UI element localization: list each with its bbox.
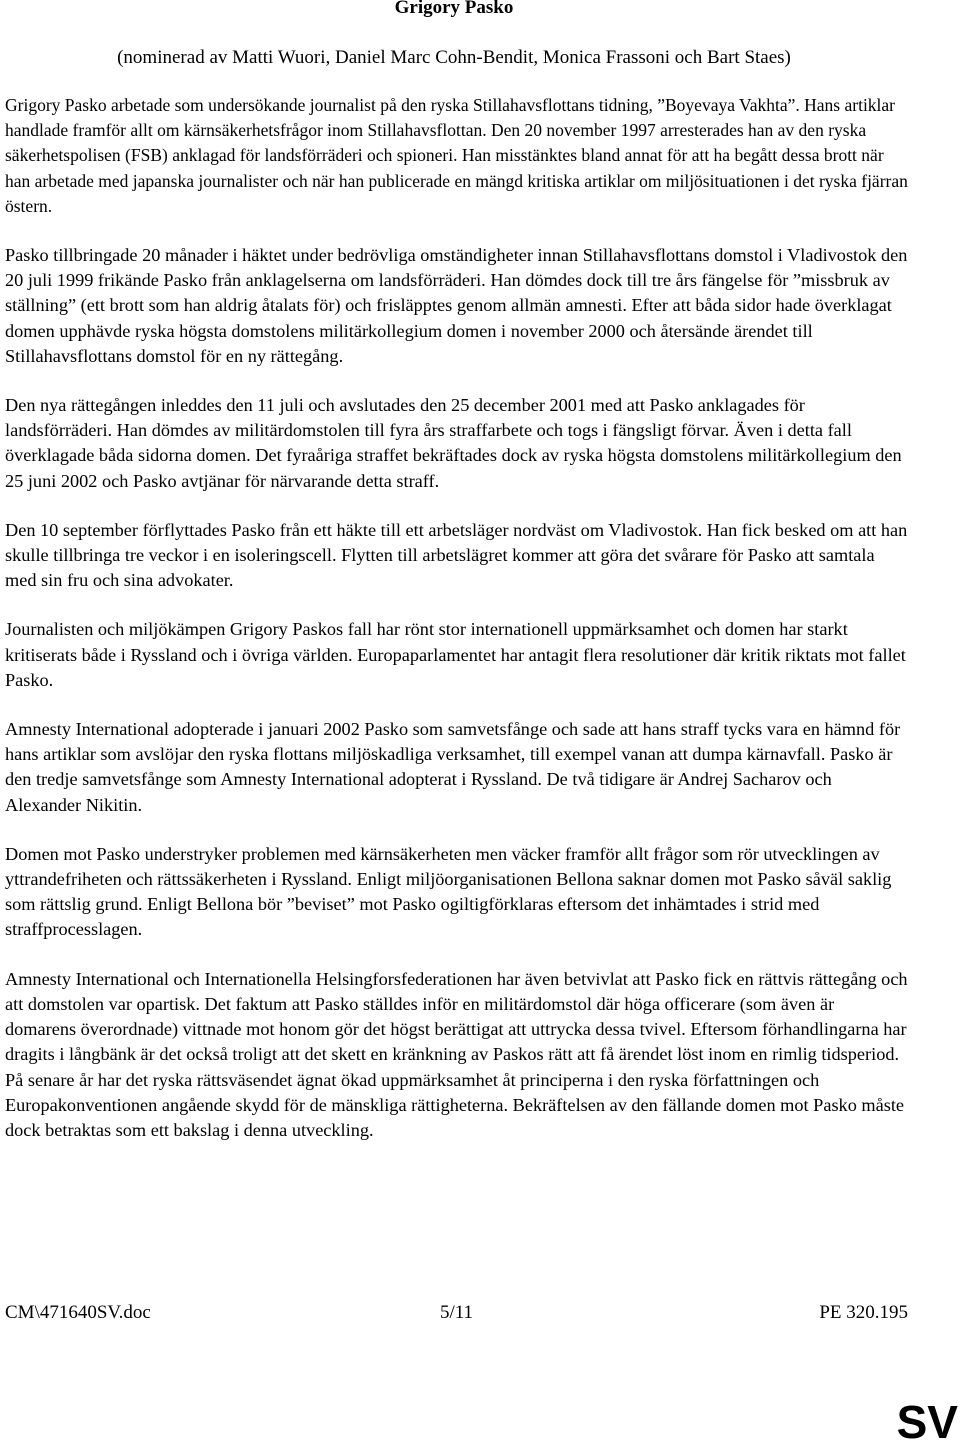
paragraph-1: Grigory Pasko arbetade som undersökande journalist på den ryska Stillahavsflottans tidning, ”Boyevaya Vakhta”. Hans artiklar handlade framför allt om kärnsäkerhetsfrågor inom Stillahavsflottan. Den 20 november 1997 arresterades han av den ryska säkerhetspolisen (FSB) anklagad för landsförräderi och spioneri. Han misstänktes bland annat för att ha begått dessa brott när han arbetade med japanska journalister och när han publicerade en mängd kritiska artiklar om miljösituationen i det ryska fjärran östern. — [5, 95, 908, 216]
footer-pe-number: PE 320.195 — [819, 1302, 908, 1323]
language-code: SV — [896, 1396, 958, 1448]
paragraph-6: Amnesty International adopterade i januari 2002 Pasko som samvetsfånge och sade att hans straff tycks vara en hämnd för hans artiklar som avslöjar den ryska flottans miljöskadliga verksamhet, till exempel vanan att dumpa kärnavfall. Pasko är den tredje samvetsfånge som Amnesty International adopterat i Ryssland. De två tidigare är Andrej Sacharov och Alexander Nikitin. — [5, 719, 901, 815]
document-title: Grigory Pasko — [394, 0, 514, 18]
paragraph-8: Amnesty International och Internationella Helsingforsfederationen har även betvivlat att Pasko fick en rättvis rättegång och att domstolen var opartisk. Det faktum att Pasko ställdes inför en militärdomstol där höga officerare (som även är domarens överordnade) vittnade mot honom gör det högst berättigat att uttrycka dessa tvivel. Eftersom förhandlingarna har dragits i långbänk är det också troligt att det skett en kränkning av Paskos rätt att få ärendet löst inom en rimlig tidsperiod. På senare år har det ryska rättsväsendet ägnat ökad uppmärksamhet åt principerna i den ryska författningen och Europakonventionen angående skydd för de mänskliga rättigheterna. Bekräftelsen av den fällande domen mot Pasko måste dock betraktas som ett bakslag i denna utveckling. — [5, 968, 908, 1140]
document-body — [5, 93, 908, 1167]
paragraph-3: Den nya rättegången inleddes den 11 juli och avslutades den 25 december 2001 med att Pasko anklagades för landsförräderi. Han dömdes av militärdomstolen till fyra års straffarbete och togs i fängsligt förvar. Även i detta fall överklagade båda sidorna domen. Det fyraåriga straffet bekräftades dock av ryska högsta domstolens militärkollegium den 25 juni 2002 och Pasko avtjänar för närvarande detta straff. — [5, 395, 902, 491]
footer-page-number: 5/11 — [439, 1302, 474, 1323]
page-footer — [5, 1298, 908, 1328]
footer-document-ref: CM\471640SV.doc — [5, 1302, 151, 1323]
nomination-line: (nominerad av Matti Wuori, Daniel Marc Cohn-Bendit, Monica Frassoni och Bart Staes) — [117, 47, 791, 68]
paragraph-2: Pasko tillbringade 20 månader i häktet under bedrövliga omständigheter innan Stillahavsflottans domstol i Vladivostok den 20 juli 1999 frikände Pasko från anklagelserna om landsförräderi. Han dömdes dock till tre års fängelse för ”missbruk av ställning” (ett brott som han aldrig åtalats för) och frisläpptes genom allmän amnesti. Efter att båda sidor hade överklagat domen upphävde ryska högsta domstolens militärkollegium domen i november 2000 och återsände ärendet till Stillahavsflottans domstol för en ny rättegång. — [5, 245, 908, 366]
paragraph-7: Domen mot Pasko understryker problemen med kärnsäkerheten men väcker framför allt frågor som rör utvecklingen av yttrandefriheten och rättssäkerheten i Ryssland. Enligt miljöorganisationen Bellona saknar domen mot Pasko såväl saklig som rättslig grund. Enligt Bellona bör ”beviset” mot Pasko ogiltigförklaras eftersom det inhämtades i strid med straffprocesslagen. — [5, 843, 892, 940]
paragraph-5: Journalisten och miljökämpen Grigory Paskos fall har rönt stor internationell uppmärksamhet och domen har starkt kritiserats både i Ryssland och i övriga världen. Europaparlamentet har antagit flera resolutioner där kritik riktats mot fallet Pasko. — [5, 619, 906, 690]
paragraph-4: Den 10 september förflyttades Pasko från ett häkte till ett arbetsläger nordväst om Vladivostok. Han fick besked om att han skulle tillbringa tre veckor i en isoleringscell. Flytten till arbetslägret kommer att göra det svårare för Pasko att samtala med sin fru och sina advokater. — [5, 519, 908, 591]
